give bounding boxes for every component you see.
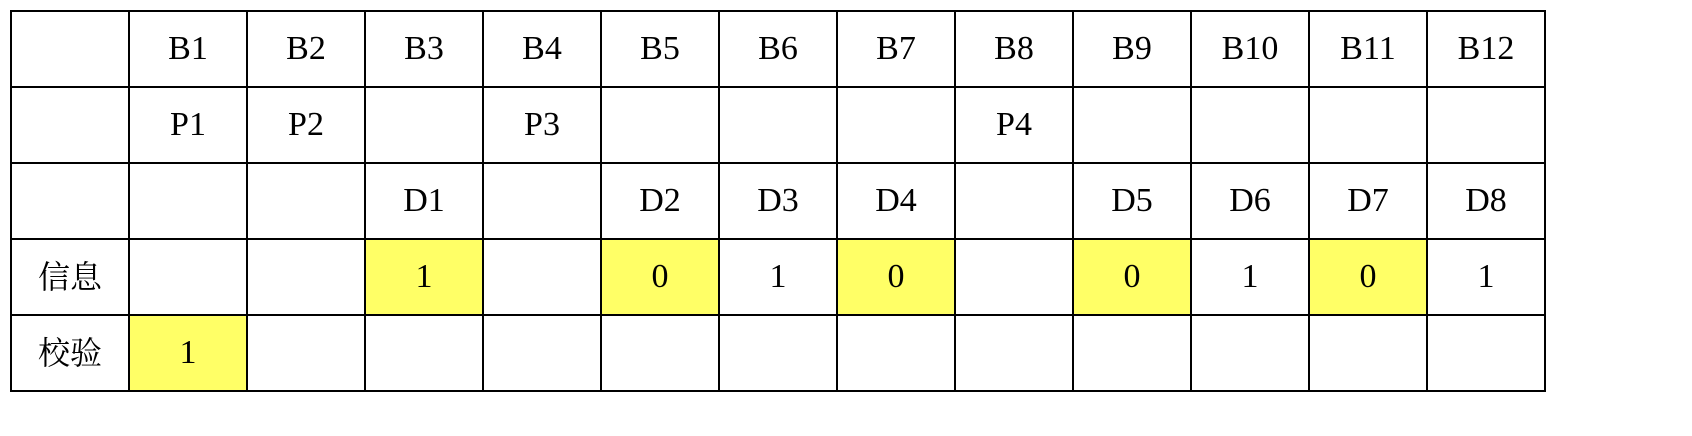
table-cell: 0 (601, 239, 719, 315)
table-cell: B6 (719, 11, 837, 87)
table-cell: B1 (129, 11, 247, 87)
table-cell: B12 (1427, 11, 1545, 87)
table-cell: 1 (129, 315, 247, 391)
row-label (11, 11, 129, 87)
table-cell (483, 315, 601, 391)
table-cell (365, 87, 483, 163)
table-cell: 0 (1309, 239, 1427, 315)
table-cell (1073, 87, 1191, 163)
check-row (11, 315, 1545, 391)
table-cell: P1 (129, 87, 247, 163)
parity-position-row (11, 87, 1545, 163)
table-cell (1191, 315, 1309, 391)
table-cell: 1 (1427, 239, 1545, 315)
table-cell: D3 (719, 163, 837, 239)
table-cell: B5 (601, 11, 719, 87)
table-cell: P2 (247, 87, 365, 163)
table-cell: B9 (1073, 11, 1191, 87)
hamming-code-table (10, 10, 1546, 392)
table-cell: P3 (483, 87, 601, 163)
table-cell (955, 315, 1073, 391)
table-cell: D2 (601, 163, 719, 239)
row-label: 校验 (11, 315, 129, 391)
table-cell: D6 (1191, 163, 1309, 239)
table-cell: 1 (719, 239, 837, 315)
table-cell (1073, 315, 1191, 391)
table-cell: D7 (1309, 163, 1427, 239)
table-cell (483, 163, 601, 239)
table-cell: B8 (955, 11, 1073, 87)
table-cell (129, 239, 247, 315)
table-cell (483, 239, 601, 315)
table-cell (365, 315, 483, 391)
table-cell: 0 (1073, 239, 1191, 315)
table-cell: B4 (483, 11, 601, 87)
table-cell: D8 (1427, 163, 1545, 239)
table-cell (247, 163, 365, 239)
table-cell (129, 163, 247, 239)
table-cell (837, 315, 955, 391)
table-cell: B11 (1309, 11, 1427, 87)
bit-position-row (11, 11, 1545, 87)
table-cell (955, 239, 1073, 315)
row-label: 信息 (11, 239, 129, 315)
table-cell (1427, 87, 1545, 163)
table-cell (601, 87, 719, 163)
table-cell: 1 (1191, 239, 1309, 315)
row-label (11, 87, 129, 163)
table-cell: B2 (247, 11, 365, 87)
table-cell (1309, 315, 1427, 391)
table-cell: D4 (837, 163, 955, 239)
table-cell (719, 315, 837, 391)
table-cell (837, 87, 955, 163)
table-cell (247, 315, 365, 391)
table-cell (955, 163, 1073, 239)
table-cell: P4 (955, 87, 1073, 163)
table-cell (1427, 315, 1545, 391)
row-label (11, 163, 129, 239)
table-cell: D1 (365, 163, 483, 239)
table-cell (1191, 87, 1309, 163)
table-cell (1309, 87, 1427, 163)
table-cell: 0 (837, 239, 955, 315)
table-cell: B7 (837, 11, 955, 87)
table-cell: B3 (365, 11, 483, 87)
table-cell: D5 (1073, 163, 1191, 239)
table-cell: B10 (1191, 11, 1309, 87)
table-cell: 1 (365, 239, 483, 315)
data-position-row (11, 163, 1545, 239)
table-cell (719, 87, 837, 163)
table-cell (601, 315, 719, 391)
info-row (11, 239, 1545, 315)
table-cell (247, 239, 365, 315)
hamming-code-table-wrapper (10, 10, 1546, 392)
